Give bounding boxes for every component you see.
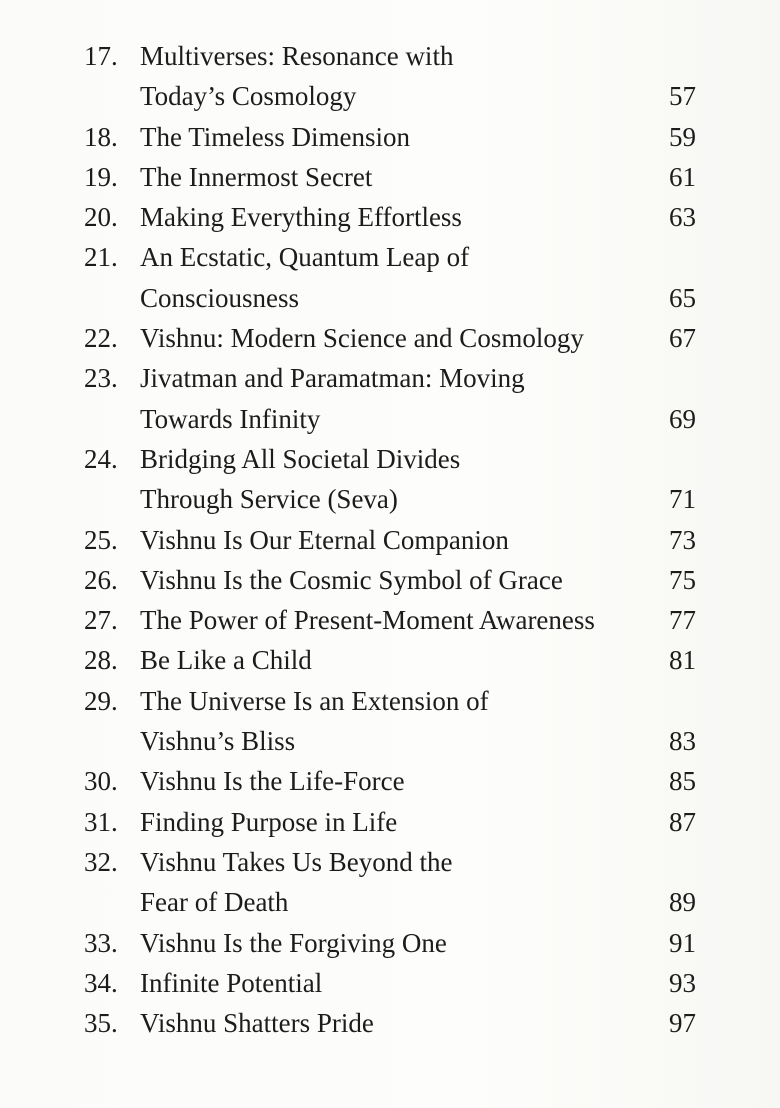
- page-number: 83: [669, 726, 696, 757]
- chapter-number: 31.: [84, 806, 118, 837]
- chapter-title: Vishnu Shatters Pride: [140, 1008, 374, 1039]
- chapter-number: 17.: [84, 41, 118, 71]
- page-number: 65: [669, 282, 696, 313]
- page-number: 59: [669, 121, 696, 152]
- page-number: 61: [669, 161, 696, 192]
- chapter-title: Be Like a Child: [140, 645, 312, 676]
- page-number: 71: [669, 484, 696, 515]
- chapter-title: Bridging All Societal Divides: [140, 443, 461, 474]
- chapter-number: 19.: [84, 161, 118, 192]
- chapter-title: Vishnu Takes Us Beyond the: [140, 846, 453, 877]
- chapter-number: 35.: [84, 1008, 118, 1039]
- chapter-title: Towards Infinity: [140, 403, 321, 434]
- chapter-number: 26.: [84, 564, 118, 595]
- page-number: 57: [669, 81, 696, 112]
- toc-line: [84, 318, 696, 358]
- page-number: 85: [669, 766, 696, 797]
- toc-line: [84, 882, 696, 922]
- chapter-number: 29.: [84, 685, 118, 716]
- page-number: 81: [669, 645, 696, 676]
- chapter-title: The Innermost Secret: [140, 161, 373, 192]
- toc-line: [84, 560, 696, 600]
- page-number: 75: [669, 564, 696, 595]
- toc-line: [84, 439, 696, 479]
- chapter-title: Vishnu Is the Forgiving One: [140, 927, 447, 958]
- toc-line: [84, 802, 696, 842]
- chapter-number: 25.: [84, 524, 118, 555]
- chapter-number: 21.: [84, 242, 118, 273]
- chapter-title: Finding Purpose in Life: [140, 806, 398, 837]
- toc-line: [84, 36, 696, 76]
- toc-line: [84, 640, 696, 680]
- page-number: 77: [669, 605, 696, 636]
- toc-line: [84, 923, 696, 963]
- chapter-number: 27.: [84, 605, 118, 636]
- chapter-title: Through Service (Seva): [140, 484, 398, 515]
- chapter-number: 33.: [84, 927, 118, 958]
- chapter-number: 20.: [84, 202, 118, 233]
- table-of-contents: [84, 36, 696, 1043]
- chapter-number: 32.: [84, 846, 118, 877]
- toc-line: [84, 278, 696, 318]
- page-number: 69: [669, 403, 696, 434]
- chapter-title: The Timeless Dimension: [140, 121, 411, 152]
- toc-line: [84, 600, 696, 640]
- chapter-title: Vishnu Is the Cosmic Symbol of Grace: [140, 564, 563, 595]
- toc-line: [84, 76, 696, 116]
- page-number: 73: [669, 524, 696, 555]
- toc-line: [84, 157, 696, 197]
- toc-line: [84, 358, 696, 398]
- page-number: 63: [669, 202, 696, 233]
- chapter-title: Jivatman and Paramatman: Moving: [140, 363, 525, 394]
- chapter-title: Infinite Potential: [140, 967, 323, 998]
- toc-line: [84, 399, 696, 439]
- toc-line: [84, 681, 696, 721]
- toc-line: [84, 963, 696, 1003]
- page-number: 93: [669, 967, 696, 998]
- chapter-number: 28.: [84, 645, 118, 676]
- chapter-title: Vishnu Is the Life-Force: [140, 766, 405, 797]
- chapter-title: Vishnu Is Our Eternal Companion: [140, 524, 509, 555]
- chapter-number: 30.: [84, 766, 118, 797]
- chapter-number: 34.: [84, 967, 118, 998]
- chapter-number: 18.: [84, 121, 118, 152]
- toc-line: [84, 842, 696, 882]
- chapter-title: Vishnu’s Bliss: [140, 726, 296, 757]
- chapter-title: An Ecstatic, Quantum Leap of: [140, 242, 470, 273]
- chapter-title: The Power of Present-Moment Awareness: [140, 605, 595, 636]
- page-number: 89: [669, 887, 696, 918]
- page-number: 67: [669, 323, 696, 354]
- chapter-title: Consciousness: [140, 282, 300, 313]
- chapter-title: Making Everything Effortless: [140, 202, 462, 233]
- page-number: 97: [669, 1008, 696, 1039]
- toc-line: [84, 721, 696, 761]
- toc-line: [84, 117, 696, 157]
- page-number: 87: [669, 806, 696, 837]
- toc-line: [84, 197, 696, 237]
- chapter-number: 24.: [84, 443, 118, 474]
- toc-line: [84, 520, 696, 560]
- toc-line: [84, 237, 696, 277]
- chapter-title: Vishnu: Modern Science and Cosmology: [140, 323, 584, 354]
- chapter-number: 23.: [84, 363, 118, 394]
- page-number: 91: [669, 927, 696, 958]
- toc-line: [84, 761, 696, 801]
- chapter-title: Multiverses: Resonance with: [140, 41, 454, 71]
- toc-line: [84, 479, 696, 519]
- chapter-title: Today’s Cosmology: [140, 81, 357, 112]
- toc-line: [84, 1003, 696, 1043]
- chapter-title: The Universe Is an Extension of: [140, 685, 489, 716]
- chapter-number: 22.: [84, 323, 118, 354]
- chapter-title: Fear of Death: [140, 887, 289, 918]
